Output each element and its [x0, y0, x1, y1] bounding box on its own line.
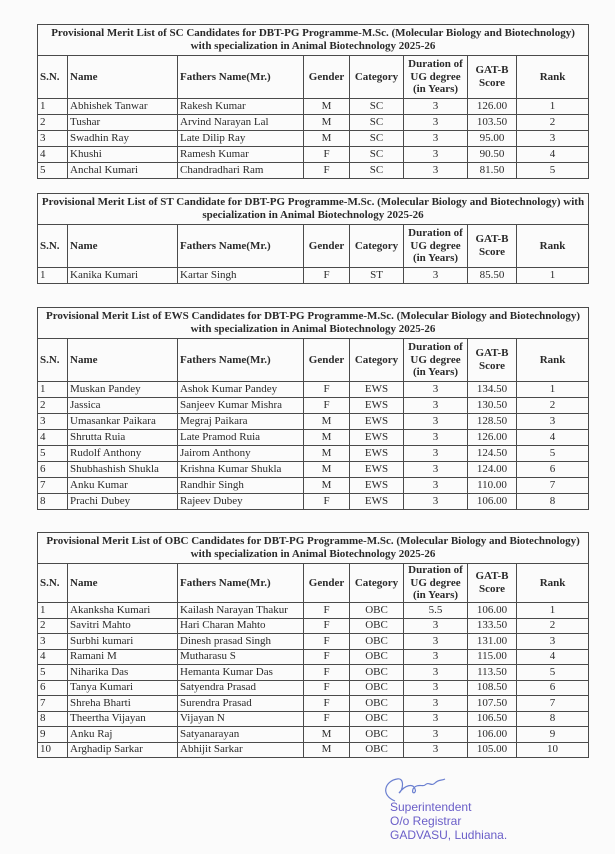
gatb-score-cell: 108.50	[468, 680, 517, 696]
table-title: Provisional Merit List of OBC Candidates for DBT-PG Programme-M.Sc. (Molecular Biology and Biotechnology) with specialization in Animal Biotechnology 2025-26	[38, 533, 589, 564]
column-header-gender: Gender	[304, 56, 350, 99]
table-row	[38, 163, 589, 179]
father-name-cell: Krishna Kumar Shukla	[178, 462, 304, 478]
gatb-score-cell: 115.00	[468, 649, 517, 665]
rank-cell: 1	[517, 603, 589, 619]
father-name-cell: Rakesh Kumar	[178, 99, 304, 115]
father-name-cell: Mutharasu S	[178, 649, 304, 665]
obc-merit-table	[37, 532, 589, 758]
duration-cell: 3	[404, 649, 468, 665]
duration-cell: 3	[404, 462, 468, 478]
column-header-father: Fathers Name(Mr.)	[178, 339, 304, 382]
rank-cell: 4	[517, 147, 589, 163]
category-cell: ST	[350, 268, 404, 284]
gatb-score-cell: 113.50	[468, 665, 517, 681]
candidate-name-cell: Prachi Dubey	[68, 494, 178, 510]
duration-cell: 3	[404, 446, 468, 462]
column-header-name: Name	[68, 56, 178, 99]
father-name-cell: Surendra Prasad	[178, 696, 304, 712]
gatb-score-cell: 124.50	[468, 446, 517, 462]
father-name-cell: Late Pramod Ruia	[178, 430, 304, 446]
father-name-cell: Ramesh Kumar	[178, 147, 304, 163]
column-header-father: Fathers Name(Mr.)	[178, 56, 304, 99]
serial-number-cell: 5	[38, 446, 68, 462]
father-name-cell: Randhir Singh	[178, 478, 304, 494]
table-row	[38, 665, 589, 681]
candidate-name-cell: Anku Raj	[68, 727, 178, 743]
duration-cell: 3	[404, 131, 468, 147]
table-title: Provisional Merit List of ST Candidate for DBT-PG Programme-M.Sc. (Molecular Biology and Biotechnology) with specialization in Animal Biotechnology 2025-26	[38, 194, 589, 225]
serial-number-cell: 1	[38, 99, 68, 115]
category-cell: OBC	[350, 711, 404, 727]
serial-number-cell: 1	[38, 382, 68, 398]
category-cell: OBC	[350, 618, 404, 634]
gender-cell: F	[304, 711, 350, 727]
serial-number-cell: 10	[38, 742, 68, 758]
gatb-score-cell: 105.00	[468, 742, 517, 758]
column-header-gender: Gender	[304, 225, 350, 268]
duration-cell: 3	[404, 430, 468, 446]
rank-cell: 5	[517, 665, 589, 681]
father-name-cell: Abhijit Sarkar	[178, 742, 304, 758]
candidate-name-cell: Theertha Vijayan	[68, 711, 178, 727]
candidate-name-cell: Shubhashish Shukla	[68, 462, 178, 478]
gender-cell: F	[304, 268, 350, 284]
gender-cell: M	[304, 727, 350, 743]
gender-cell: M	[304, 131, 350, 147]
column-header-score: GAT-B Score	[468, 339, 517, 382]
duration-cell: 3	[404, 618, 468, 634]
father-name-cell: Satyendra Prasad	[178, 680, 304, 696]
column-header-rank: Rank	[517, 564, 589, 603]
category-cell: OBC	[350, 603, 404, 619]
gender-cell: F	[304, 665, 350, 681]
candidate-name-cell: Tanya Kumari	[68, 680, 178, 696]
rank-cell: 8	[517, 711, 589, 727]
duration-cell: 3	[404, 665, 468, 681]
category-cell: SC	[350, 163, 404, 179]
rank-cell: 2	[517, 618, 589, 634]
father-name-cell: Late Dilip Ray	[178, 131, 304, 147]
rank-cell: 3	[517, 414, 589, 430]
gender-cell: M	[304, 742, 350, 758]
category-cell: OBC	[350, 649, 404, 665]
table-row	[38, 649, 589, 665]
table-row	[38, 131, 589, 147]
signatory-block	[390, 800, 507, 842]
rank-cell: 7	[517, 478, 589, 494]
column-header-sn: S.N.	[38, 56, 68, 99]
gender-cell: F	[304, 696, 350, 712]
category-cell: EWS	[350, 494, 404, 510]
duration-cell: 3	[404, 696, 468, 712]
gender-cell: F	[304, 603, 350, 619]
column-header-duration: Duration of UG degree (in Years)	[404, 225, 468, 268]
rank-cell: 10	[517, 742, 589, 758]
table-row	[38, 618, 589, 634]
gatb-score-cell: 131.00	[468, 634, 517, 650]
father-name-cell: Ashok Kumar Pandey	[178, 382, 304, 398]
duration-cell: 3	[404, 382, 468, 398]
serial-number-cell: 3	[38, 414, 68, 430]
candidate-name-cell: Jassica	[68, 398, 178, 414]
rank-cell: 1	[517, 268, 589, 284]
table-row	[38, 446, 589, 462]
gatb-score-cell: 133.50	[468, 618, 517, 634]
candidate-name-cell: Niharika Das	[68, 665, 178, 681]
gatb-score-cell: 126.00	[468, 99, 517, 115]
gender-cell: F	[304, 680, 350, 696]
gatb-score-cell: 95.00	[468, 131, 517, 147]
serial-number-cell: 6	[38, 462, 68, 478]
table-title-row	[38, 194, 589, 225]
gender-cell: F	[304, 382, 350, 398]
column-header-sn: S.N.	[38, 339, 68, 382]
rank-cell: 6	[517, 680, 589, 696]
column-header-category: Category	[350, 56, 404, 99]
serial-number-cell: 1	[38, 268, 68, 284]
column-header-father: Fathers Name(Mr.)	[178, 225, 304, 268]
gender-cell: F	[304, 618, 350, 634]
column-header-row	[38, 564, 589, 603]
gender-cell: F	[304, 649, 350, 665]
candidate-name-cell: Kanika Kumari	[68, 268, 178, 284]
rank-cell: 3	[517, 634, 589, 650]
rank-cell: 2	[517, 398, 589, 414]
gender-cell: F	[304, 163, 350, 179]
gender-cell: M	[304, 478, 350, 494]
serial-number-cell: 8	[38, 711, 68, 727]
gender-cell: F	[304, 398, 350, 414]
gatb-score-cell: 90.50	[468, 147, 517, 163]
column-header-score: GAT-B Score	[468, 564, 517, 603]
candidate-name-cell: Rudolf Anthony	[68, 446, 178, 462]
column-header-gender: Gender	[304, 339, 350, 382]
column-header-rank: Rank	[517, 339, 589, 382]
candidate-name-cell: Anchal Kumari	[68, 163, 178, 179]
gatb-score-cell: 130.50	[468, 398, 517, 414]
table-title-row	[38, 533, 589, 564]
duration-cell: 3	[404, 634, 468, 650]
serial-number-cell: 5	[38, 665, 68, 681]
column-header-father: Fathers Name(Mr.)	[178, 564, 304, 603]
table-row	[38, 727, 589, 743]
gender-cell: M	[304, 115, 350, 131]
column-header-category: Category	[350, 225, 404, 268]
serial-number-cell: 6	[38, 680, 68, 696]
gatb-score-cell: 106.00	[468, 727, 517, 743]
column-header-sn: S.N.	[38, 564, 68, 603]
column-header-gender: Gender	[304, 564, 350, 603]
table-row	[38, 398, 589, 414]
serial-number-cell: 3	[38, 634, 68, 650]
candidate-name-cell: Akanksha Kumari	[68, 603, 178, 619]
table-row	[38, 99, 589, 115]
father-name-cell: Sanjeev Kumar Mishra	[178, 398, 304, 414]
signatory-title: Superintendent	[390, 800, 472, 814]
serial-number-cell: 1	[38, 603, 68, 619]
candidate-name-cell: Swadhin Ray	[68, 131, 178, 147]
column-header-rank: Rank	[517, 56, 589, 99]
rank-cell: 6	[517, 462, 589, 478]
column-header-row	[38, 225, 589, 268]
father-name-cell: Hari Charan Mahto	[178, 618, 304, 634]
column-header-row	[38, 56, 589, 99]
candidate-name-cell: Shreha Bharti	[68, 696, 178, 712]
candidate-name-cell: Savitri Mahto	[68, 618, 178, 634]
ews-merit-table	[37, 307, 589, 510]
duration-cell: 3	[404, 742, 468, 758]
table-row	[38, 711, 589, 727]
table-row	[38, 494, 589, 510]
column-header-category: Category	[350, 564, 404, 603]
serial-number-cell: 7	[38, 478, 68, 494]
category-cell: SC	[350, 147, 404, 163]
category-cell: SC	[350, 131, 404, 147]
category-cell: EWS	[350, 462, 404, 478]
table-row	[38, 634, 589, 650]
candidate-name-cell: Anku Kumar	[68, 478, 178, 494]
candidate-name-cell: Umasankar Paikara	[68, 414, 178, 430]
candidate-name-cell: Shrutta Ruia	[68, 430, 178, 446]
gatb-score-cell: 134.50	[468, 382, 517, 398]
gatb-score-cell: 85.50	[468, 268, 517, 284]
table-row	[38, 115, 589, 131]
candidate-name-cell: Tushar	[68, 115, 178, 131]
duration-cell: 5.5	[404, 603, 468, 619]
serial-number-cell: 3	[38, 131, 68, 147]
father-name-cell: Jairom Anthony	[178, 446, 304, 462]
table-row	[38, 382, 589, 398]
gender-cell: F	[304, 634, 350, 650]
gatb-score-cell: 103.50	[468, 115, 517, 131]
category-cell: OBC	[350, 742, 404, 758]
category-cell: OBC	[350, 680, 404, 696]
candidate-name-cell: Khushi	[68, 147, 178, 163]
serial-number-cell: 5	[38, 163, 68, 179]
candidate-name-cell: Arghadip Sarkar	[68, 742, 178, 758]
table-row	[38, 603, 589, 619]
table-row	[38, 430, 589, 446]
signatory-office: O/o Registrar	[390, 814, 462, 828]
column-header-row	[38, 339, 589, 382]
column-header-sn: S.N.	[38, 225, 68, 268]
duration-cell: 3	[404, 268, 468, 284]
table-row	[38, 680, 589, 696]
serial-number-cell: 2	[38, 398, 68, 414]
category-cell: EWS	[350, 414, 404, 430]
table-row	[38, 696, 589, 712]
column-header-score: GAT-B Score	[468, 56, 517, 99]
rank-cell: 4	[517, 649, 589, 665]
serial-number-cell: 2	[38, 115, 68, 131]
category-cell: EWS	[350, 446, 404, 462]
category-cell: OBC	[350, 634, 404, 650]
table-row	[38, 268, 589, 284]
duration-cell: 3	[404, 494, 468, 510]
father-name-cell: Vijayan N	[178, 711, 304, 727]
gatb-score-cell: 124.00	[468, 462, 517, 478]
category-cell: OBC	[350, 696, 404, 712]
category-cell: EWS	[350, 382, 404, 398]
category-cell: EWS	[350, 478, 404, 494]
father-name-cell: Arvind Narayan Lal	[178, 115, 304, 131]
category-cell: OBC	[350, 665, 404, 681]
gatb-score-cell: 128.50	[468, 414, 517, 430]
column-header-name: Name	[68, 339, 178, 382]
table-row	[38, 414, 589, 430]
duration-cell: 3	[404, 711, 468, 727]
gender-cell: M	[304, 414, 350, 430]
gender-cell: M	[304, 462, 350, 478]
column-header-rank: Rank	[517, 225, 589, 268]
duration-cell: 3	[404, 414, 468, 430]
rank-cell: 5	[517, 446, 589, 462]
column-header-name: Name	[68, 564, 178, 603]
column-header-category: Category	[350, 339, 404, 382]
gender-cell: M	[304, 430, 350, 446]
table-title: Provisional Merit List of EWS Candidates for DBT-PG Programme-M.Sc. (Molecular Biology and Biotechnology) with specialization in Animal Biotechnology 2025-26	[38, 308, 589, 339]
rank-cell: 5	[517, 163, 589, 179]
serial-number-cell: 2	[38, 618, 68, 634]
column-header-duration: Duration of UG degree (in Years)	[404, 564, 468, 603]
rank-cell: 9	[517, 727, 589, 743]
serial-number-cell: 4	[38, 649, 68, 665]
father-name-cell: Hemanta Kumar Das	[178, 665, 304, 681]
duration-cell: 3	[404, 398, 468, 414]
rank-cell: 1	[517, 382, 589, 398]
table-row	[38, 478, 589, 494]
category-cell: SC	[350, 99, 404, 115]
father-name-cell: Kartar Singh	[178, 268, 304, 284]
gatb-score-cell: 106.00	[468, 494, 517, 510]
category-cell: EWS	[350, 430, 404, 446]
table-title: Provisional Merit List of SC Candidates for DBT-PG Programme-M.Sc. (Molecular Biology and Biotechnology) with specialization in Animal Biotechnology 2025-26	[38, 25, 589, 56]
table-title-row	[38, 25, 589, 56]
signature-scribble	[375, 773, 505, 803]
serial-number-cell: 4	[38, 147, 68, 163]
st-merit-table	[37, 193, 589, 284]
duration-cell: 3	[404, 115, 468, 131]
serial-number-cell: 7	[38, 696, 68, 712]
table-row	[38, 462, 589, 478]
gender-cell: M	[304, 99, 350, 115]
rank-cell: 7	[517, 696, 589, 712]
category-cell: SC	[350, 115, 404, 131]
gatb-score-cell: 110.00	[468, 478, 517, 494]
rank-cell: 8	[517, 494, 589, 510]
column-header-duration: Duration of UG degree (in Years)	[404, 339, 468, 382]
duration-cell: 3	[404, 99, 468, 115]
father-name-cell: Satyanarayan	[178, 727, 304, 743]
table-title-row	[38, 308, 589, 339]
candidate-name-cell: Muskan Pandey	[68, 382, 178, 398]
gender-cell: F	[304, 494, 350, 510]
gatb-score-cell: 81.50	[468, 163, 517, 179]
rank-cell: 2	[517, 115, 589, 131]
father-name-cell: Dinesh prasad Singh	[178, 634, 304, 650]
gender-cell: F	[304, 147, 350, 163]
category-cell: OBC	[350, 727, 404, 743]
gatb-score-cell: 107.50	[468, 696, 517, 712]
candidate-name-cell: Ramani M	[68, 649, 178, 665]
father-name-cell: Rajeev Dubey	[178, 494, 304, 510]
candidate-name-cell: Surbhi kumari	[68, 634, 178, 650]
column-header-score: GAT-B Score	[468, 225, 517, 268]
duration-cell: 3	[404, 478, 468, 494]
father-name-cell: Chandradhari Ram	[178, 163, 304, 179]
gender-cell: M	[304, 446, 350, 462]
rank-cell: 3	[517, 131, 589, 147]
category-cell: EWS	[350, 398, 404, 414]
serial-number-cell: 8	[38, 494, 68, 510]
duration-cell: 3	[404, 163, 468, 179]
gatb-score-cell: 126.00	[468, 430, 517, 446]
serial-number-cell: 4	[38, 430, 68, 446]
duration-cell: 3	[404, 680, 468, 696]
duration-cell: 3	[404, 727, 468, 743]
serial-number-cell: 9	[38, 727, 68, 743]
column-header-duration: Duration of UG degree (in Years)	[404, 56, 468, 99]
father-name-cell: Kailash Narayan Thakur	[178, 603, 304, 619]
gatb-score-cell: 106.50	[468, 711, 517, 727]
candidate-name-cell: Abhishek Tanwar	[68, 99, 178, 115]
table-row	[38, 147, 589, 163]
gatb-score-cell: 106.00	[468, 603, 517, 619]
column-header-name: Name	[68, 225, 178, 268]
father-name-cell: Megraj Paikara	[178, 414, 304, 430]
duration-cell: 3	[404, 147, 468, 163]
rank-cell: 4	[517, 430, 589, 446]
sc-merit-table	[37, 24, 589, 179]
signatory-institution: GADVASU, Ludhiana.	[390, 828, 508, 842]
rank-cell: 1	[517, 99, 589, 115]
table-row	[38, 742, 589, 758]
